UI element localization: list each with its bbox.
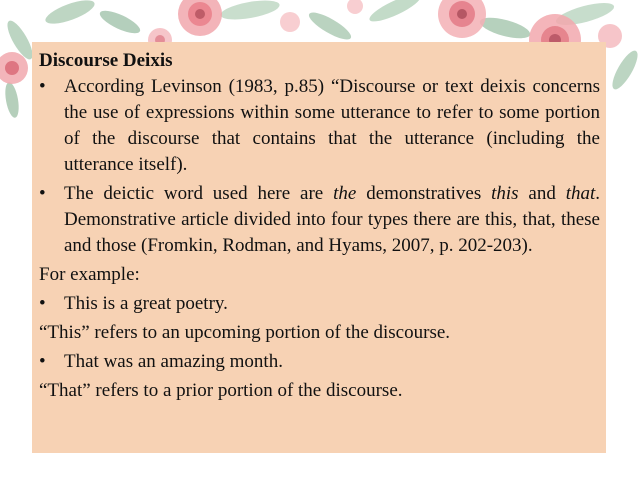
text-segment: . Demonstrative article divided into four types there are this, that, these and those (Fromkin, Rodman, and Hyams, 2007, p. 202-203). xyxy=(64,183,601,256)
example-sentence-this: This is a great poetry. xyxy=(64,293,228,314)
example-sentence-that: That was an amazing month. xyxy=(64,351,283,372)
explanation-this: “This” refers to an upcoming portion of the discourse. xyxy=(39,322,451,343)
emphasis-this: this xyxy=(491,183,519,204)
bullet-item-example-this xyxy=(39,291,600,317)
text-segment: The deictic word used here are xyxy=(64,183,334,204)
bullet-marker: • xyxy=(39,183,46,204)
bullet-item-example-that xyxy=(39,349,600,375)
explanation-that: “That” refers to a prior portion of the discourse. xyxy=(39,380,403,401)
emphasis-the: the xyxy=(333,183,357,204)
text-segment: demonstratives xyxy=(356,183,492,204)
content-panel xyxy=(32,42,606,453)
bullet-marker: • xyxy=(39,293,46,314)
bullet-item-deictic-word xyxy=(39,181,600,259)
text-segment: and xyxy=(518,183,566,204)
slide-heading: Discourse Deixis xyxy=(39,50,173,71)
bullet-text-levinson: According Levinson (1983, p.85) “Discourse or text deixis concerns the use of expressions within some utterance to refer to some portion of the discourse that contains that the utterance (including the utterance itself). xyxy=(64,76,600,175)
bullet-text-deictic-word xyxy=(64,181,600,259)
bullet-marker: • xyxy=(39,76,46,97)
bullet-marker: • xyxy=(39,351,46,372)
for-example-label: For example: xyxy=(39,264,140,285)
bullet-item-levinson xyxy=(39,74,600,178)
emphasis-that: that xyxy=(565,183,596,204)
